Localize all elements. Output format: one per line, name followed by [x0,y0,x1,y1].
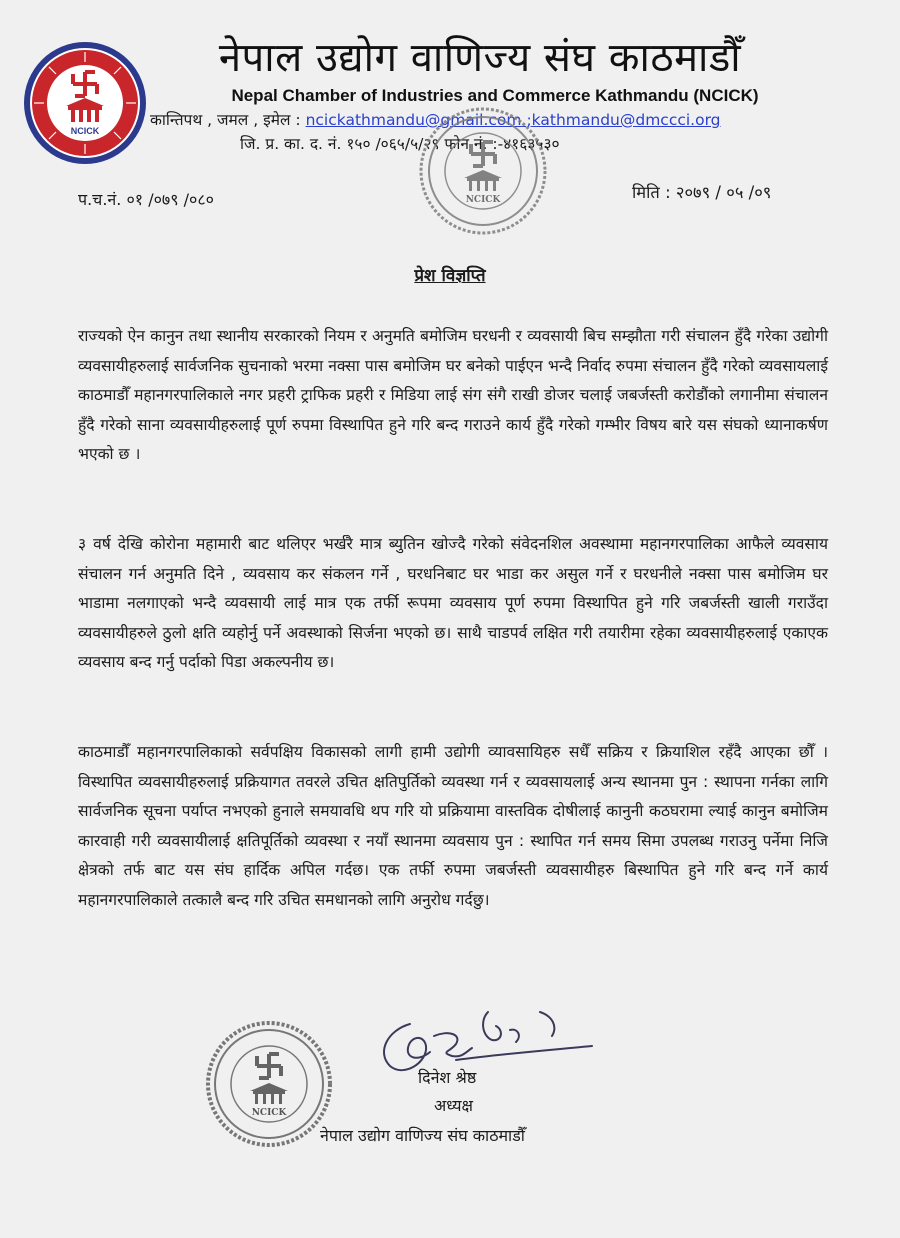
address-prefix: कान्तिपथ , जमल , इमेल : [150,111,306,129]
email-separator: ; [521,111,532,129]
signatory-title: अध्यक्ष [434,1096,473,1115]
paragraph-3: काठमाडौँ महानगरपालिकाको सर्वपक्षिय विकासको लागी हामी उद्योगी व्यावसायिहरु सधैँ सक्रिय र क्रियाशिल रहँदै आएका छौँ । विस्थापित व्यवसायीहरुलाई प्रक्रियागत तवरले उचित क्षतिपुर्तिको व्यवस्था गर्न र व्यवसायलाई अन्य स्थानमा पुन : स्थापना गर्नका लागि सार्वजनिक सूचना पर्याप्त नभएको हुनाले समयावधि थप गरि यो प्रक्रियामा वास्तविक दोषीलाई कानुनी कठघरामा ल्याई कानुन बमोजिम कारवाही गरी व्यवसायीलाई क्षतिपूर्तिको व्यवस्था र नयाँ स्थानमा व्यवसाय पुन : स्थापित गर्न समय सिमा उपलब्ध गराउनु पर्नेमा निजि क्षेत्रको तर्फ बाट यस संघ हार्दिक अपिल गर्दछ। एक तर्फी रुपमा जबर्जस्ती व्यवसायीहरु बिस्थापित हुने गरि बन्द गर्ने कार्य महानगरपालिकाले तत्कालै बन्द गरि उचित समधानको लागि अनुरोध गर्दछु। [78,743,828,909]
signatory-name: दिनेश श्रेष्ठ [418,1068,477,1087]
paragraph-1: राज्यको ऐन कानुन तथा स्थानीय सरकारको नियम र अनुमति बमोजिम घरधनी र व्यवसायी बिच सम्झौता गरी संचालन हुँदै गरेका उद्योगी व्यवसायीहरुलाई सार्वजनिक सुचनाको भरमा नक्सा पास बमोजिम घर बनेको पाईएन भन्दै निर्वाद रुपमा संचालन हुँदै गरेको व्यवसायलाई काठमाडौँ महानगरपालिकाले नगर प्रहरी ट्राफिक प्रहरी र मिडिया लाई संग संगै राखी डोजर चलाई जबर्जस्ती करोडौंको लगानीमा संचालन हुँदै गरेको साना व्यवसायीहरुलाई पूर्ण रुपमा विस्थापित हुने गरि बन्द गराउने कार्य हुँदै गरेको गम्भीर विषय बारे यस संघको ध्यानाकर्षण भएको छ । [78,327,828,463]
paragraph-2: ३ वर्ष देखि कोरोना महामारी बाट थलिएर भर्खरै मात्र ब्युतिन खोज्दै गरेको संवेदनशिल अवस्थामा महानगरपालिका आफैले व्यवसाय संचालन गर्न अनुमति दिने , व्यवसाय कर संकलन गर्ने , घरधनिबाट घर भाडा कर असुल गर्ने र घरधनीले नक्सा पास बमोजिम घर भाडामा नलगाएको भन्दै व्यवसायी लाई मात्र एक तर्फी रूपमा व्यवसाय पूर्ण रुपमा विस्थापित हुने गरि जबर्जस्ती खाली गराउँदा व्यवसायीहरुले ठुलो क्षति व्यहोर्नु पर्ने अवस्थाको सिर्जना भएको छ। साथै चाडपर्व लक्षित गरी तयारीमा रहेका व्यवसायीहरुलाई एकाएक व्यवसाय बन्द गर्नु पर्दाको पिडा अकल्पनीय छ। [78,535,828,671]
bottom-stamp-text: NCICK [251,1108,287,1118]
letter-date: मिति : २०७९ / ०५ /०९ [632,183,772,202]
org-title-nepali: नेपाल उद्योग वाणिज्य संघ काठमाडौँ [218,35,742,81]
ncick-bottom-stamp-icon [205,1020,333,1148]
signatory-organization: नेपाल उद्योग वाणिज्य संघ काठमाडौँ [320,1126,525,1145]
stamp-text: NCICK [465,195,501,205]
reference-number: प.च.नं. ०१ /०७९ /०८० [78,190,214,209]
press-release-heading: प्रेश विज्ञप्ति [414,266,486,286]
ncick-seal-logo-icon [22,40,148,166]
registration-phone-line: जि. प्र. का. द. नं. १५० /०६५/५/२९ फोन नं. :-४१६३५३० [240,135,560,153]
email-link-gmail[interactable]: ncickathmandu@gmail.com [305,111,522,129]
signature-icon [370,1000,600,1090]
org-title-english: Nepal Chamber of Industries and Commerce Kathmandu (NCICK) [231,86,759,105]
email-link-dmccci[interactable]: kathmandu@dmccci.org [531,111,721,129]
seal-text: NCICK [70,126,100,136]
ncick-stamp-icon [418,106,548,236]
